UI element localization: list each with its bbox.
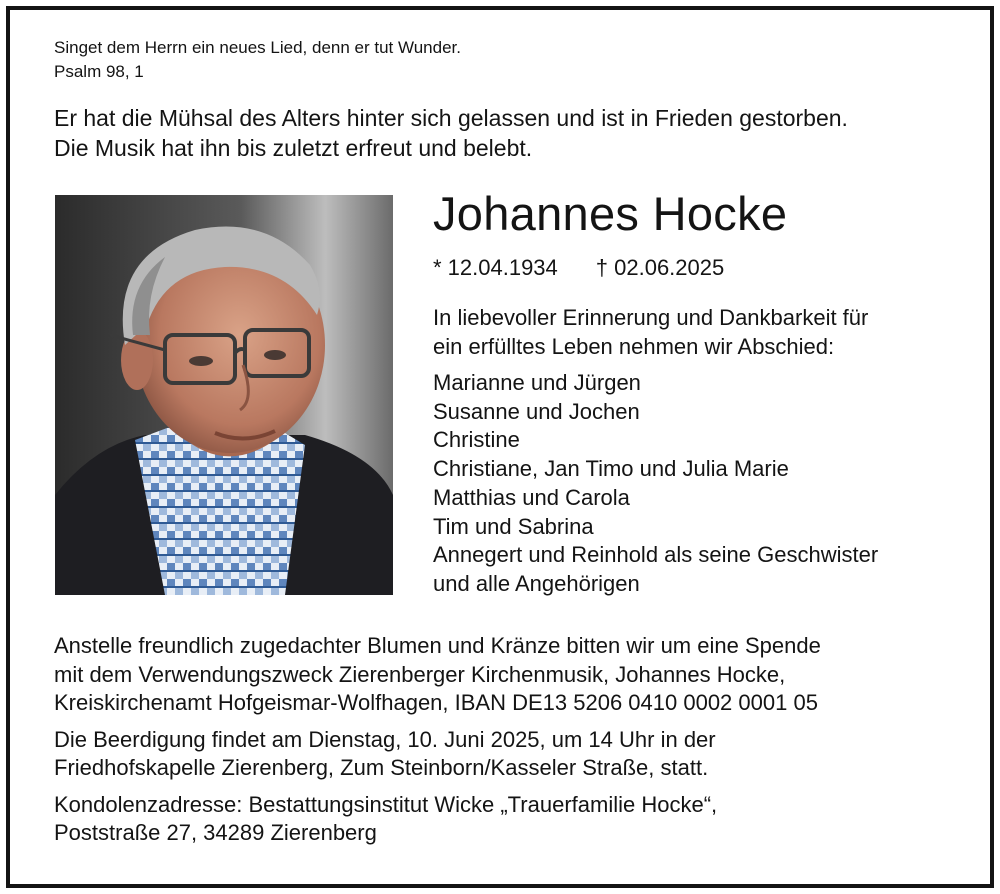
- condolence-address: [54, 791, 974, 848]
- life-dates: [433, 254, 973, 282]
- birth-date: * 12.04.1934: [433, 255, 558, 280]
- bible-verse-source: Psalm 98, 1: [54, 62, 144, 81]
- intro-line-1: Er hat die Mühsal des Alters hinter sich gelassen und ist in Frieden gestorben.: [54, 105, 848, 131]
- farewell-line-1: In liebevoller Erinnerung und Dankbarkeit für: [433, 305, 869, 330]
- bible-verse-quote: Singet dem Herrn ein neues Lied, denn er tut Wunder.: [54, 38, 461, 57]
- funeral-notice: [54, 726, 974, 783]
- notices: [54, 632, 974, 856]
- bible-verse: [54, 36, 461, 84]
- portrait-photo: [55, 195, 393, 595]
- intro-text: [54, 103, 954, 163]
- farewell-text: [433, 303, 973, 361]
- mourner-item: Marianne und Jürgen: [433, 370, 641, 395]
- death-date: † 02.06.2025: [595, 255, 725, 280]
- mourner-item: Tim und Sabrina: [433, 513, 594, 539]
- mourner-item: und alle Angehörigen: [433, 570, 640, 596]
- mourner-item: Christiane, Jan Timo und Julia Marie: [433, 456, 789, 482]
- portrait-illustration: [55, 195, 393, 595]
- deceased-name: Johannes Hocke: [433, 187, 788, 240]
- condolence-line-2: Poststraße 27, 34289 Zierenberg: [54, 820, 377, 845]
- mourner-item: Matthias und Carola: [433, 484, 630, 510]
- donation-line-2: mit dem Verwendungszweck Zierenberger Kirchenmusik, Johannes Hocke,: [54, 661, 786, 687]
- donation-notice: [54, 632, 974, 718]
- donation-line-3: Kreiskirchenamt Hofgeismar-Wolfhagen, IBAN DE13 5206 0410 0002 0001 05: [54, 690, 818, 715]
- mourner-item: Annegert und Reinhold als seine Geschwister: [433, 542, 879, 568]
- funeral-line-1: Die Beerdigung findet am Dienstag, 10. Juni 2025, um 14 Uhr in der: [54, 726, 716, 752]
- mourners-list: [433, 369, 973, 599]
- farewell-line-2: ein erfülltes Leben nehmen wir Abschied:: [433, 334, 835, 359]
- condolence-line-1: Kondolenzadresse: Bestattungsinstitut Wicke „Trauerfamilie Hocke“,: [54, 791, 718, 817]
- mourner-item: Susanne und Jochen: [433, 398, 640, 424]
- donation-line-1: Anstelle freundlich zugedachter Blumen und Kränze bitten wir um eine Spende: [54, 633, 821, 658]
- intro-line-2: Die Musik hat ihn bis zuletzt erfreut und belebt.: [54, 135, 533, 161]
- mourner-item: Christine: [433, 427, 520, 453]
- funeral-line-2: Friedhofskapelle Zierenberg, Zum Steinborn/Kasseler Straße, statt.: [54, 755, 709, 780]
- details-column: [433, 186, 973, 621]
